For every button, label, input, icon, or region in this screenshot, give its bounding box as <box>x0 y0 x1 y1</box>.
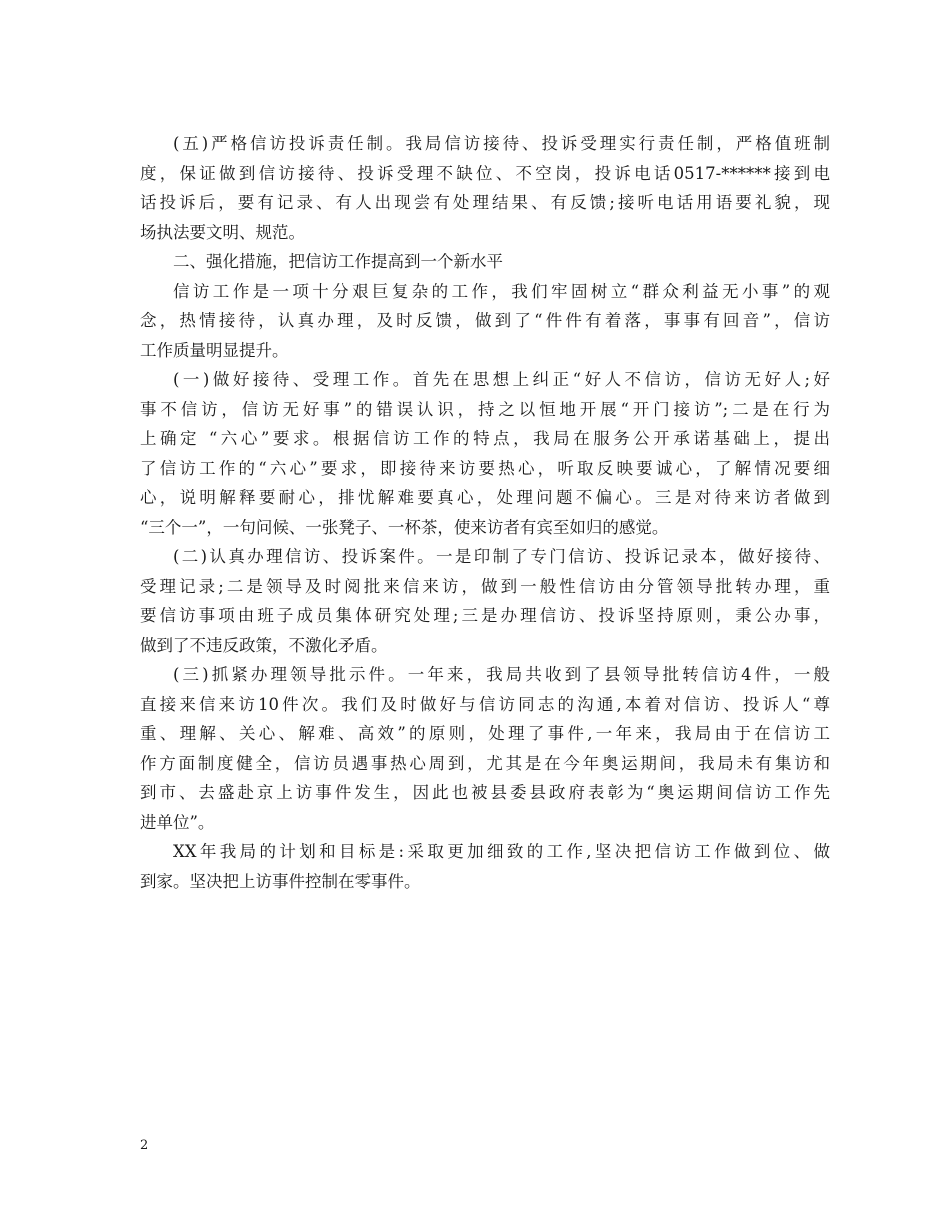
text-line: 话投诉后，要有记录、有人出现尝有处理结果、有反馈;接听电话用语要礼貌，现 <box>140 193 830 212</box>
text-line: 直接来信来访10件次。我们及时做好与信访同志的沟通,本着对信访、投诉人“尊 <box>140 694 830 714</box>
text-line: (三)抓紧办理领导批示件。一年来，我局共收到了县领导批转信访4件，一般 <box>173 665 830 684</box>
paragraph-responsibility-system <box>140 129 830 247</box>
text-line: 念，热情接待，认真办理，及时反馈，做到了“件件有着落，事事有回音”，信访 <box>140 311 830 330</box>
page-number: 2 <box>140 1138 149 1153</box>
text-line: 重、理解、关心、解难、高效”的原则，处理了事件,一年来，我局由于在信访工 <box>140 724 830 743</box>
paragraph-leader-instructions <box>140 660 830 837</box>
paragraph-plan-goals <box>140 837 830 896</box>
paragraph-intro <box>140 277 830 366</box>
text-line: 受理记录;二是领导及时阅批来信来访，做到一般性信访由分管领导批转办理，重 <box>140 576 830 596</box>
text-line: XX年我局的计划和目标是:采取更加细致的工作,坚决把信访工作做到位、做 <box>173 842 830 861</box>
text-line: 度，保证做到信访接待、投诉受理不缺位、不空岗，投诉电话0517-******接到电 <box>140 163 830 183</box>
text-line: “三个一”，一句问候、一张凳子、一杯茶，使来访者有宾至如归的感觉。 <box>140 517 669 537</box>
section-heading <box>140 247 830 277</box>
text-line: (五)严格信访投诉责任制。我局信访接待、投诉受理实行责任制，严格值班制 <box>173 134 830 153</box>
text-line: (二)认真办理信访、投诉案件。一是印制了专门信访、投诉记录本，做好接待、 <box>173 547 830 566</box>
text-line: 信访工作是一项十分艰巨复杂的工作，我们牢固树立“群众利益无小事”的观 <box>173 281 830 301</box>
text-line: 要信访事项由班子成员集体研究处理;三是办理信访、投诉坚持原则，秉公办事， <box>140 606 830 625</box>
paragraph-case-handling <box>140 542 830 660</box>
text-line: 心，说明解释要耐心，排忧解难要真心，处理问题不偏心。三是对待来访者做到 <box>140 488 830 507</box>
text-line: 上确定 “六心”要求。根据信访工作的特点，我局在服务公开承诺基础上，提出 <box>140 429 830 448</box>
text-line: 工作质量明显提升。 <box>140 340 289 360</box>
text-line: 做到了不违反政策，不激化矛盾。 <box>140 635 388 655</box>
text-line: 到市、去盛赴京上访事件发生，因此也被县委县政府表彰为“奥运期间信访工作先 <box>140 783 830 802</box>
text-line: 了信访工作的“六心”要求，即接待来访要热心，听取反映要诚心，了解情况要细 <box>140 458 830 478</box>
text-line: 到家。坚决把上访事件控制在零事件。 <box>140 871 421 891</box>
document-body <box>140 129 830 896</box>
text-line: 事不信访，信访无好事”的错误认识，持之以恒地开展“开门接访”;二是在行为 <box>140 399 830 419</box>
text-line: 二、强化措施，把信访工作提高到一个新水平 <box>173 252 503 271</box>
text-line: (一)做好接待、受理工作。首先在思想上纠正“好人不信访，信访无好人;好 <box>173 370 830 389</box>
paragraph-reception <box>140 365 830 542</box>
text-line: 作方面制度健全，信访员遇事热心周到，尤其是在今年奥运期间，我局未有集访和 <box>140 753 830 773</box>
text-line: 场执法要文明、规范。 <box>140 222 305 242</box>
text-line: 进单位”。 <box>140 812 215 832</box>
